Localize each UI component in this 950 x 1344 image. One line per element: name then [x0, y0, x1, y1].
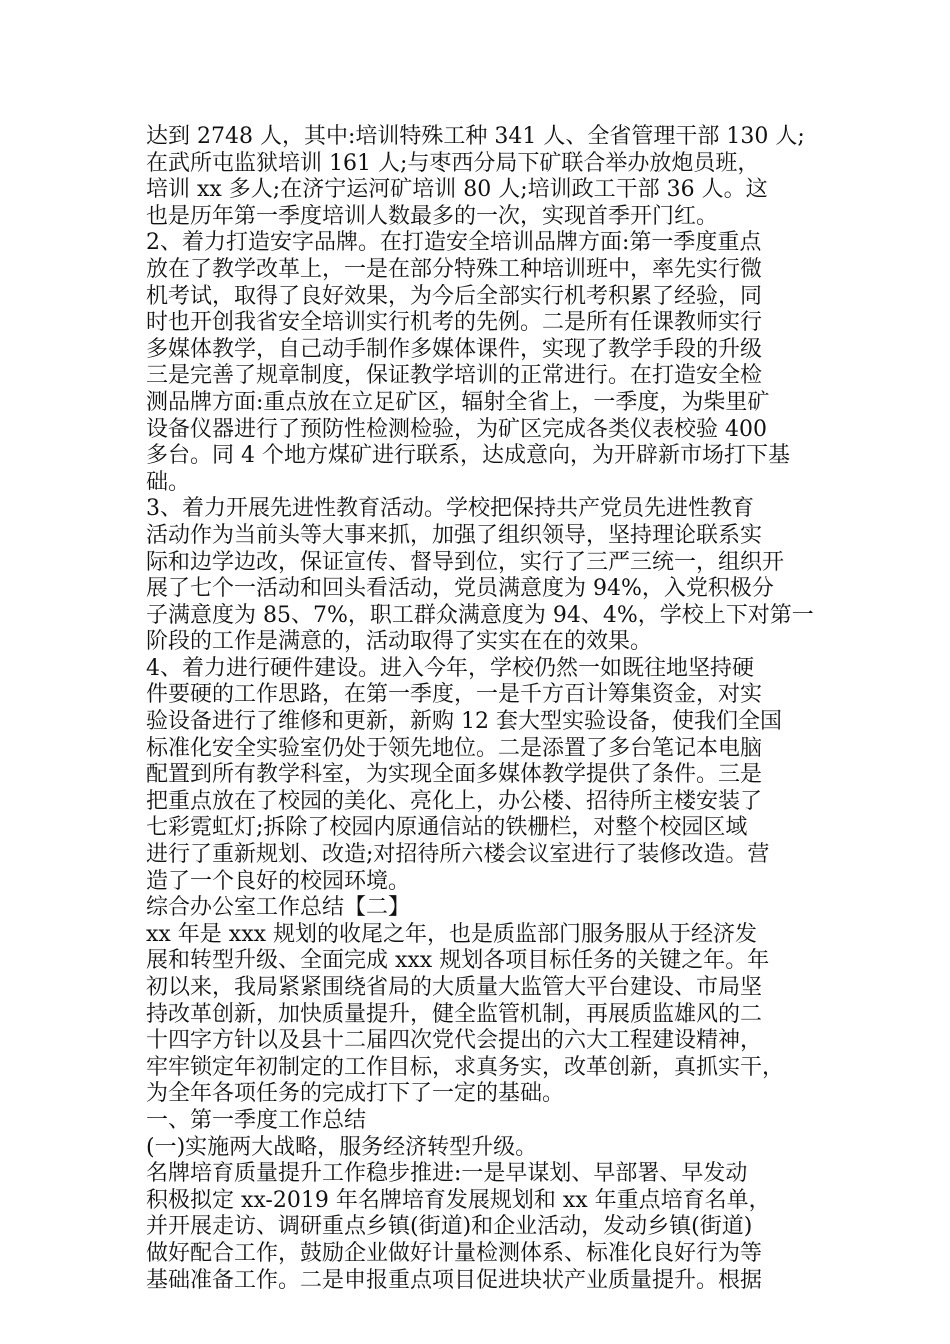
text-line: 培训 xx 多人;在济宁运河矿培训 80 人;培训政工干部 36 人。这 [146, 177, 768, 203]
text-line: 三是完善了规章制度，保证教学培训的正常进行。在打造安全检 [146, 363, 763, 389]
subheading: (一)实施两大战略，服务经济转型升级。 [146, 1134, 538, 1160]
text-line: 把重点放在了校园的美化、亮化上，办公楼、招待所主楼安装了 [146, 788, 763, 814]
text-line: 多媒体教学，自己动手制作多媒体课件，实现了教学手段的升级 [146, 336, 763, 362]
text-line: 展和转型升级、全面完成 xxx 规划各项目标任务的关键之年。年 [146, 948, 770, 974]
text-line: 时也开创我省安全培训实行机考的先例。二是所有任课教师实行 [146, 310, 763, 336]
text-line: 础。 [146, 469, 191, 495]
text-line: 展了七个一活动和回头看活动，党员满意度为 94%，入党积极分 [146, 576, 774, 602]
text-line: 3、着力开展先进性教育活动。学校把保持共产党员先进性教育 [146, 496, 754, 522]
text-line: 进行了重新规划、改造;对招待所六楼会议室进行了装修改造。营 [146, 842, 770, 868]
text-line: 也是历年第一季度培训人数最多的一次，实现首季开门红。 [146, 203, 719, 229]
text-line: 达到 2748 人，其中:培训特殊工种 341 人、全省管理干部 130 人; [146, 124, 805, 149]
text-line: 持改革创新，加快质量提升，健全监管机制，再展质监雄风的二 [146, 1001, 763, 1027]
text-line: 阶段的工作是满意的，活动取得了实实在在的效果。 [146, 629, 653, 655]
text-line: 2、着力打造安字品牌。在打造安全培训品牌方面:第一季度重点 [146, 230, 762, 256]
text-line: 名牌培育质量提升工作稳步推进:一是早谋划、早部署、早发动 [146, 1161, 748, 1187]
text-line: 造了一个良好的校园环境。 [146, 868, 411, 894]
text-line: 标准化安全实验室仍处于领先地位。二是添置了多台笔记本电脑 [146, 735, 763, 761]
text-line: 机考试，取得了良好效果，为今后全部实行机考积累了经验，同 [146, 283, 763, 309]
text-line: 设备仪器进行了预防性检测检验，为矿区完成各类仪表校验 400 [146, 416, 767, 442]
text-line: 十四字方针以及县十二届四次党代会提出的六大工程建设精神， [146, 1028, 763, 1054]
text-line: 并开展走访、调研重点乡镇(街道)和企业活动，发动乡镇(街道) [146, 1214, 753, 1240]
text-line: 际和边学边改，保证宣传、督导到位，实行了三严三统一，组织开 [146, 549, 785, 575]
text-line: 4、着力进行硬件建设。进入今年，学校仍然一如既往地坚持硬 [146, 655, 754, 681]
text-line: 放在了教学改革上，一是在部分特殊工种培训班中，率先实行微 [146, 256, 763, 282]
text-line: 牢牢锁定年初制定的工作目标，求真务实，改革创新，真抓实干， [146, 1054, 785, 1080]
text-line: xx 年是 xxx 规划的收尾之年，也是质监部门服务服从于经济发 [146, 921, 758, 947]
text-line: 七彩霓虹灯;拆除了校园内原通信站的铁栅栏，对整个校园区域 [146, 815, 748, 841]
document-body [146, 124, 814, 1294]
text-line: 验设备进行了维修和更新，新购 12 套大型实验设备，使我们全国 [146, 709, 782, 735]
text-line: 初以来，我局紧紧围绕省局的大质量大监管大平台建设、市局坚 [146, 975, 763, 1000]
text-line: 子满意度为 85、7%，职工群众满意度为 94、4%，学校上下对第一 [146, 602, 814, 628]
text-line: 做好配合工作，鼓励企业做好计量检测体系、标准化良好行为等 [146, 1240, 763, 1266]
text-line: 为全年各项任务的完成打下了一定的基础。 [146, 1081, 565, 1107]
text-line: 配置到所有教学科室，为实现全面多媒体教学提供了条件。三是 [146, 762, 763, 788]
subheading: 一、第一季度工作总结 [146, 1107, 367, 1133]
text-line: 积极拟定 xx-2019 年名牌培育发展规划和 xx 年重点培育名单， [146, 1187, 771, 1213]
text-line: 活动作为当前头等大事来抓，加强了组织领导，坚持理论联系实 [146, 522, 763, 548]
text-line: 件要硬的工作思路，在第一季度，一是千方百计筹集资金，对实 [146, 682, 763, 708]
text-line: 多台。同 4 个地方煤矿进行联系，达成意向，为开辟新市场打下基 [146, 443, 790, 469]
text-line: 测品牌方面:重点放在立足矿区，辐射全省上，一季度，为柴里矿 [146, 389, 770, 415]
section-heading: 综合办公室工作总结【二】 [146, 895, 411, 921]
text-line: 在武所屯监狱培训 161 人;与枣西分局下矿联合举办放炮员班， [146, 150, 760, 176]
text-line: 基础准备工作。二是申报重点项目促进块状产业质量提升。根据 [146, 1267, 763, 1293]
